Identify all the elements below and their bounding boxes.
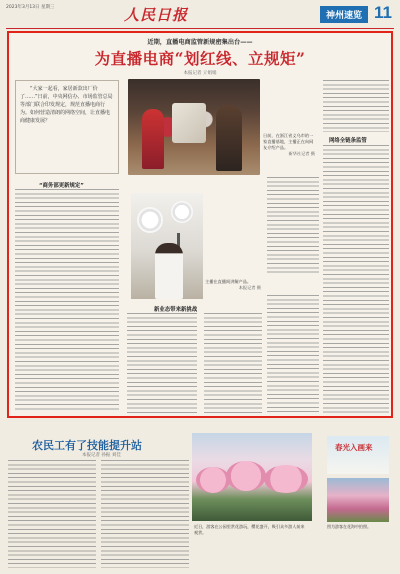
section-badge: 神州速览 <box>320 6 368 23</box>
body-text-column <box>323 145 389 413</box>
section-subhead: 新业态带来新挑战 <box>154 307 198 313</box>
body-text-column <box>323 80 389 132</box>
spring-feature-tag <box>327 436 389 474</box>
section-subhead: “商务部更新规定” <box>39 183 84 189</box>
article-headline[interactable]: 为直播电商“划红线、立规矩” <box>94 49 306 68</box>
body-text-column <box>127 313 197 413</box>
section-subhead: 网络全链条监管 <box>329 138 367 144</box>
highlighted-article[interactable] <box>7 31 393 418</box>
masthead <box>6 3 394 29</box>
body-text-column <box>101 460 189 568</box>
photo-credit: 新华社记者 摄 <box>288 151 315 156</box>
caption-text: 日前，在浙江省义乌市的一家直播基地，主播正在向网友介绍产品。 <box>263 133 314 150</box>
photo-credit: 本报记者 摄 <box>238 285 261 290</box>
article-byline: 本报记者 亓娟娟 <box>183 71 217 76</box>
photo-caption: 图为游客在花海中拍照。 <box>327 524 371 529</box>
studio-photo <box>131 193 203 299</box>
article-lead-box: “大家一起看，家居新款出厂价了……”日前，中央网信办、市场监管总局等部门联合印发规定，规范直播电商行为。如何营造清朗的网络空间，让直播电商健康发展？ <box>15 80 119 174</box>
body-text-column <box>204 313 262 413</box>
host-figure <box>155 243 183 299</box>
tree-shape <box>226 461 266 491</box>
host-figure <box>216 105 242 171</box>
caption-text: 主播在直播间讲解产品。 <box>205 279 252 284</box>
photo-caption <box>205 279 261 291</box>
masthead-divider <box>6 28 394 29</box>
ring-light-icon <box>137 207 163 233</box>
page-number: 11 <box>374 3 392 22</box>
blossom-photo <box>192 433 312 521</box>
issue-date: 2023年3月13日 星期三 <box>6 5 55 10</box>
secondary-byline: 本报记者 孙振 刘佳 <box>82 453 121 458</box>
photo-caption: 近日，游客在公园里赏花游玩，樱花盛开，吸引众多游人前来观赏。 <box>194 524 305 535</box>
host-figure <box>142 109 164 169</box>
secondary-headline[interactable]: 农民工有了技能提升站 <box>32 439 142 452</box>
garment-display <box>172 103 206 143</box>
body-text-column <box>15 189 119 411</box>
body-text-column <box>267 177 319 273</box>
feature-title: 春光入画来 <box>335 443 373 452</box>
ring-light-icon <box>171 201 193 223</box>
flower-field-photo <box>327 478 389 522</box>
photo-caption <box>263 133 315 157</box>
tree-shape <box>264 465 308 493</box>
body-text-column <box>267 295 319 413</box>
article-kicker: 近期，直播电商监管新规密集出台—— <box>147 39 253 46</box>
tree-shape <box>196 467 230 493</box>
newspaper-logo: 人民日报 <box>124 6 189 24</box>
livestream-photo <box>128 79 260 175</box>
body-text-column <box>8 460 96 568</box>
